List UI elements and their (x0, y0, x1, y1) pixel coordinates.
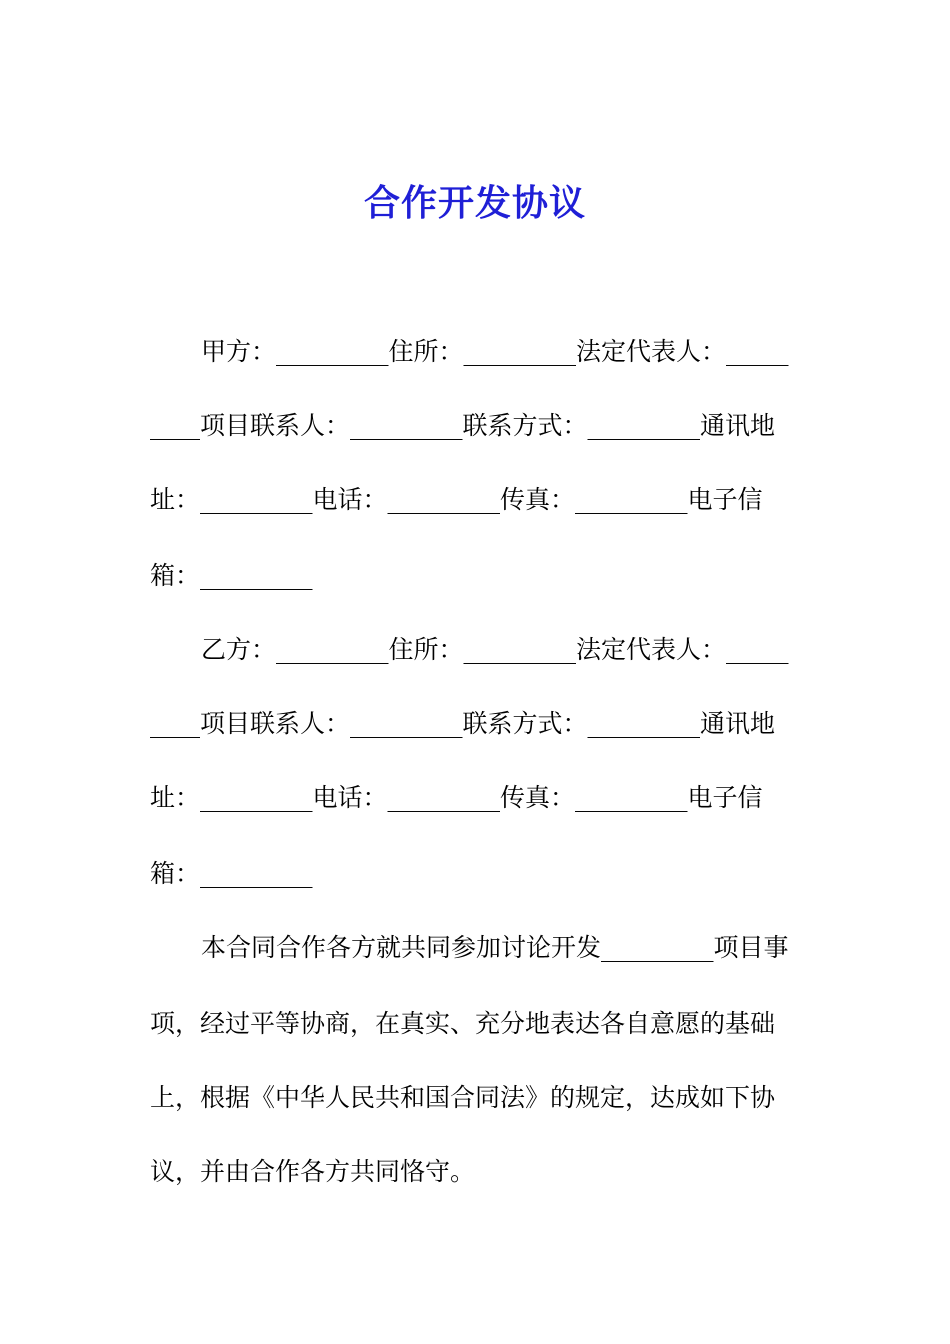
intro-paragraph-line-1: 本合同合作各方就共同参加讨论开发_________项目事 (201, 933, 789, 962)
intro-paragraph-line-3: 上，根据《中华人民共和国合同法》的规定，达成如下协 (150, 1083, 776, 1112)
party-b-line-3: 址：_________电话：_________传真：_________电子信 (150, 783, 763, 812)
party-b-line-1: 乙方：_________住所：_________法定代表人：_____ (201, 635, 789, 664)
party-b-line-4: 箱：_________ (150, 859, 313, 888)
party-a-line-4: 箱：_________ (150, 561, 313, 590)
document-title: 合作开发协议 (363, 182, 586, 224)
party-a-line-1: 甲方：_________住所：_________法定代表人：_____ (201, 337, 789, 366)
party-a-line-3: 址：_________电话：_________传真：_________电子信 (150, 485, 763, 514)
intro-paragraph-line-2: 项，经过平等协商，在真实、充分地表达各自意愿的基础 (150, 1009, 776, 1038)
party-a-line-2: ____项目联系人：_________联系方式：_________通讯地 (150, 411, 776, 440)
party-b-line-2: ____项目联系人：_________联系方式：_________通讯地 (150, 709, 776, 738)
intro-paragraph-line-4: 议，并由合作各方共同恪守。 (150, 1157, 476, 1186)
